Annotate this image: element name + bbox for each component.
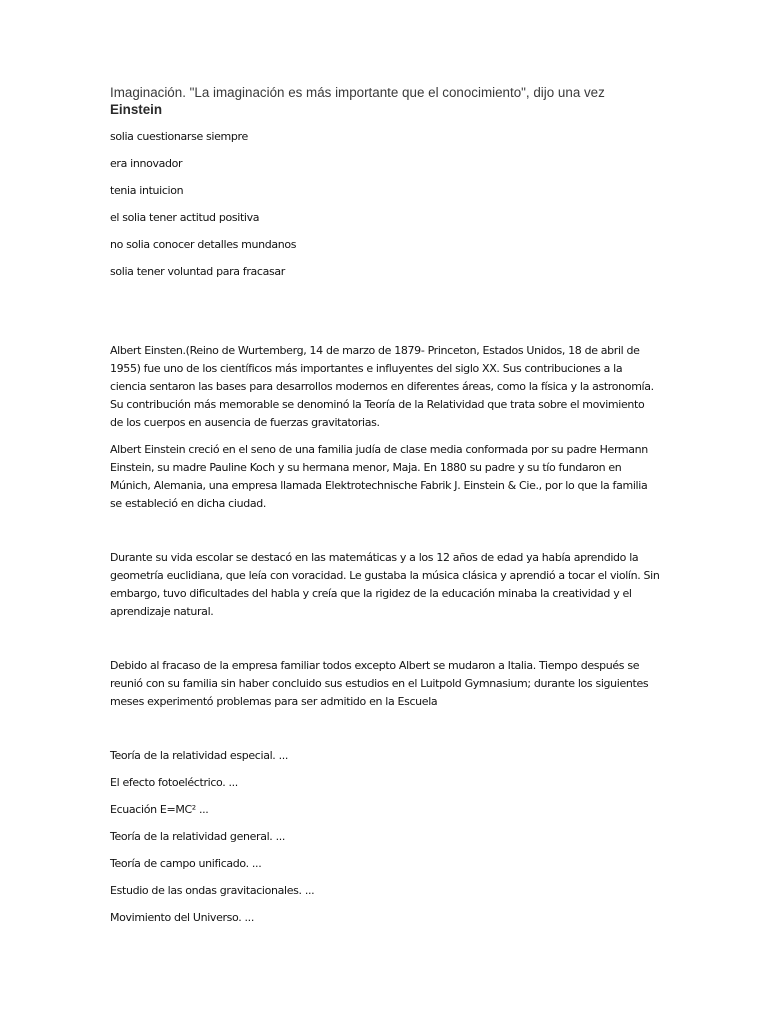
trait-item: solia cuestionarse siempre — [110, 130, 248, 143]
contribution-item: El efecto fotoeléctrico. ... — [110, 776, 238, 789]
trait-item: tenia intuicion — [110, 184, 184, 197]
paragraph-intro: Albert Einsten.(Reino de Wurtemberg, 14 de marzo de 1879- Princeton, Estados Unidos, 18 de abril de 1955) fue uno de los científicos más importantes e influyentes del siglo XX. Sus contribuciones a la ciencia sentaron las bases para desarrollos modernos en diferentes áreas, como la física y la astronomía. Su contribución más memorable se denominó la Teoría de la Relatividad que trata sobre el movimiento de los cuerpos en ausencia de fuerzas gravitatorias. — [110, 344, 654, 429]
paragraph-family: Albert Einstein creció en el seno de una familia judía de clase media conformada por su padre Hermann Einstein, su madre Pauline Koch y su hermana menor, Maja. En 1880 su padre y su tío fundaron en Múnich, Alemania, una empresa llamada Elektrotechnische Fabrik J. Einstein & Cie., por lo que la familia se estableció en dicha ciudad. — [110, 443, 648, 510]
trait-item: no solia conocer detalles mundanos — [110, 238, 297, 251]
biography-section — [110, 342, 660, 711]
quote-heading — [110, 84, 660, 118]
paragraph-school: Durante su vida escolar se destacó en las matemáticas y a los 12 años de edad ya había aprendido la geometría euclidiana, que leía con voracidad. Le gustaba la música clásica y aprendió a tocar el violín. Sin embargo, tuvo dificultades del habla y creía que la rigidez de la educación minaba la creatividad y el aprendizaje natural. — [110, 551, 660, 618]
paragraph-move: Debido al fracaso de la empresa familiar todos excepto Albert se mudaron a Italia. Tiempo después se reunió con su familia sin haber concluido sus estudios en el Luitpold Gymnasium; durante los siguientes meses experimentó problemas para ser admitido en la Escuela — [110, 659, 649, 708]
quote-author: Einstein — [110, 102, 163, 117]
trait-item: solia tener voluntad para fracasar — [110, 265, 285, 278]
contribution-item: Ecuación E=MC² ... — [110, 803, 209, 816]
contribution-item: Movimiento del Universo. ... — [110, 911, 254, 924]
contribution-item: Teoría de campo unificado. ... — [110, 857, 262, 870]
quote-text: Imaginación. "La imaginación es más importante que el conocimiento", dijo una vez — [110, 85, 605, 100]
contribution-item: Estudio de las ondas gravitacionales. ... — [110, 884, 315, 897]
document-page — [110, 84, 660, 936]
traits-list — [110, 128, 660, 281]
contributions-list — [110, 747, 660, 927]
trait-item: el solia tener actitud positiva — [110, 211, 260, 224]
trait-item: era innovador — [110, 157, 183, 170]
contribution-item: Teoría de la relatividad general. ... — [110, 830, 286, 843]
contribution-item: Teoría de la relatividad especial. ... — [110, 749, 289, 762]
